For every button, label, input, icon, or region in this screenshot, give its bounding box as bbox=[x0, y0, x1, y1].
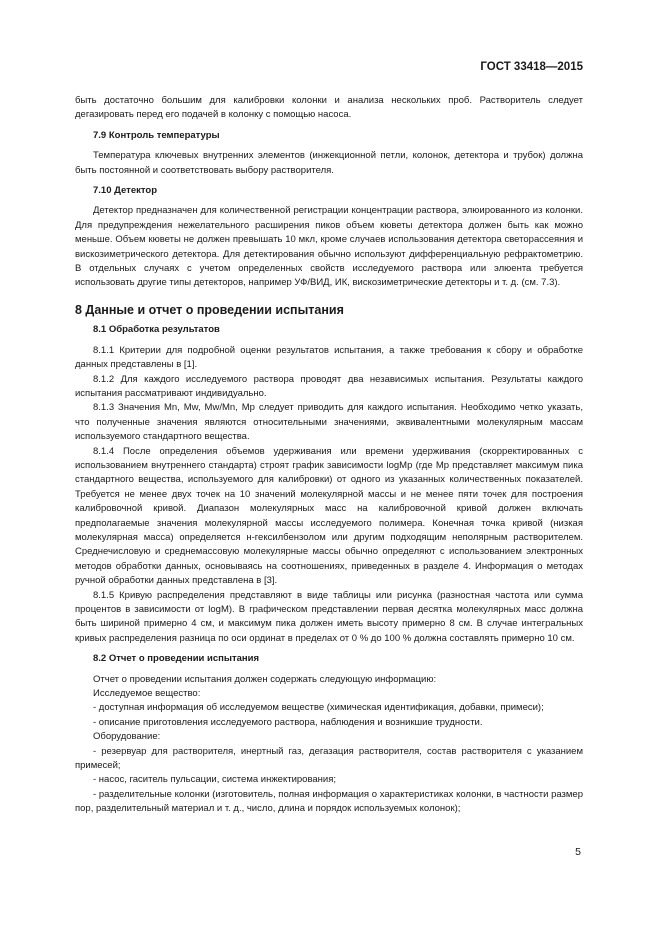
paragraph: 8.1.3 Значения Mn, Mw, Mw/Mn, Mp следует приводить для каждого испытания. Необходимо четко указать, что полученные значения являются относительными значениями, эквивалентными молекулярным массам используемого стандартного вещества. bbox=[75, 402, 583, 443]
list-item: - разделительные колонки (изготовитель, полная информация о характеристиках колонки, в частности размер пор, разделительный материал и т. д., число, длина и порядок используемых колонок); bbox=[75, 788, 583, 815]
paragraph: 8.1.2 Для каждого исследуемого раствора проводят два независимых испытания. Результаты каждого испытания рассматривают индивидуально. bbox=[75, 373, 583, 399]
chapter-heading-8: 8 Данные и отчет о проведении испытания bbox=[75, 302, 344, 317]
section-heading-7-10: 7.10 Детектор bbox=[93, 185, 157, 197]
paragraph: Детектор предназначен для количественной регистрации концентрации раствора, элюированного из колонки. Для предупреждения нежелательного расширения пиков объем кюветы детектора должен быть как можно меньше. Объем кюветы не должен превышать 10 мкл, кроме случаев использования детектора светорассеяния и вискозиметрического детектора. Для детектирования обычно используют дифференциальную рефрактометрию. В отдельных случаях с учетом определенных свойств исследуемого раствора или элюента требуется использовать другие типы детекторов, например УФ/ВИД, ИК, вискозиметрические детекторы и т. д. (см. 7.3). bbox=[75, 205, 583, 289]
paragraph: 8.1.1 Критерии для подробной оценки результатов испытания, а также требования к сбору и обработке данных представлены в [1]. bbox=[75, 344, 583, 371]
section-heading-8-2: 8.2 Отчет о проведении испытания bbox=[93, 653, 260, 665]
paragraph: Температура ключевых внутренних элементов (инжекционной петли, колонок, детектора и трубок) должна быть постоянной и соответствовать выбору растворителя. bbox=[75, 150, 583, 176]
paragraph: Исследуемое вещество: bbox=[93, 688, 201, 700]
paragraph: Отчет о проведении испытания должен содержать следующую информацию: bbox=[93, 673, 437, 685]
list-item: - доступная информация об исследуемом веществе (химическая идентификация, добавки, примеси); bbox=[93, 702, 544, 714]
list-item: - описание приготовления исследуемого раствора, наблюдения и возникшие трудности. bbox=[93, 716, 483, 728]
document-code: ГОСТ 33418—2015 bbox=[480, 61, 583, 73]
paragraph: быть достаточно большим для калибровки колонки и анализа нескольких проб. Растворитель следует дегазировать перед его подачей в колонку с помощью насоса. bbox=[75, 95, 583, 121]
paragraph: 8.1.5 Кривую распределения представляют в виде таблицы или рисунка (разностная частота или сумма процентов в зависимости от logM). В графическом представлении первая десятка молекулярных масс должна быть шириной примерно 4 см, и максимум пика должен иметь высоту примерно 8 см. В случае интегральных кривых распределения разница по оси ординат в пределах от 0 % до 100 % должна составлять примерно 10 см. bbox=[75, 589, 583, 644]
list-item: - насос, гаситель пульсации, система инжектирования; bbox=[93, 774, 337, 786]
paragraph: Оборудование: bbox=[93, 731, 161, 743]
list-item: - резервуар для растворителя, инертный газ, дегазация растворителя, состав растворителя с указанием примесей; bbox=[75, 745, 583, 772]
paragraph: 8.1.4 После определения объемов удерживания или времени удерживания (скорректированных с использованием внутреннего стандарта) строят график зависимости logMp (где Mp представляет максимум пика стандартного вещества, используемого для калибровки) от одного из указанных количественных показателей. Требуется не менее двух точек на 10 значений молекулярной массы и не менее пяти точек для построения калибровочной кривой. Диапазон молекулярных масс на калибровочной кривой должен включать предполагаемые значения молекулярной массы исследуемого полимера. Конечная точка кривой (низкая молекулярная масса) определяется н-гексилбензолом или другим подходящим неполярным растворителем. Среднечисловую и среднемассовую молекулярные массы обычно определяют с использованием электронных методов обработки данных, основываясь на соотношениях, приведенных в разделе 4. Информация о методах ручной обработки данных представлена в [3]. bbox=[75, 445, 583, 587]
section-heading-7-9: 7.9 Контроль температуры bbox=[93, 129, 220, 141]
document-body bbox=[75, 94, 583, 817]
page-number: 5 bbox=[575, 846, 581, 858]
section-heading-8-1: 8.1 Обработка результатов bbox=[93, 324, 220, 336]
